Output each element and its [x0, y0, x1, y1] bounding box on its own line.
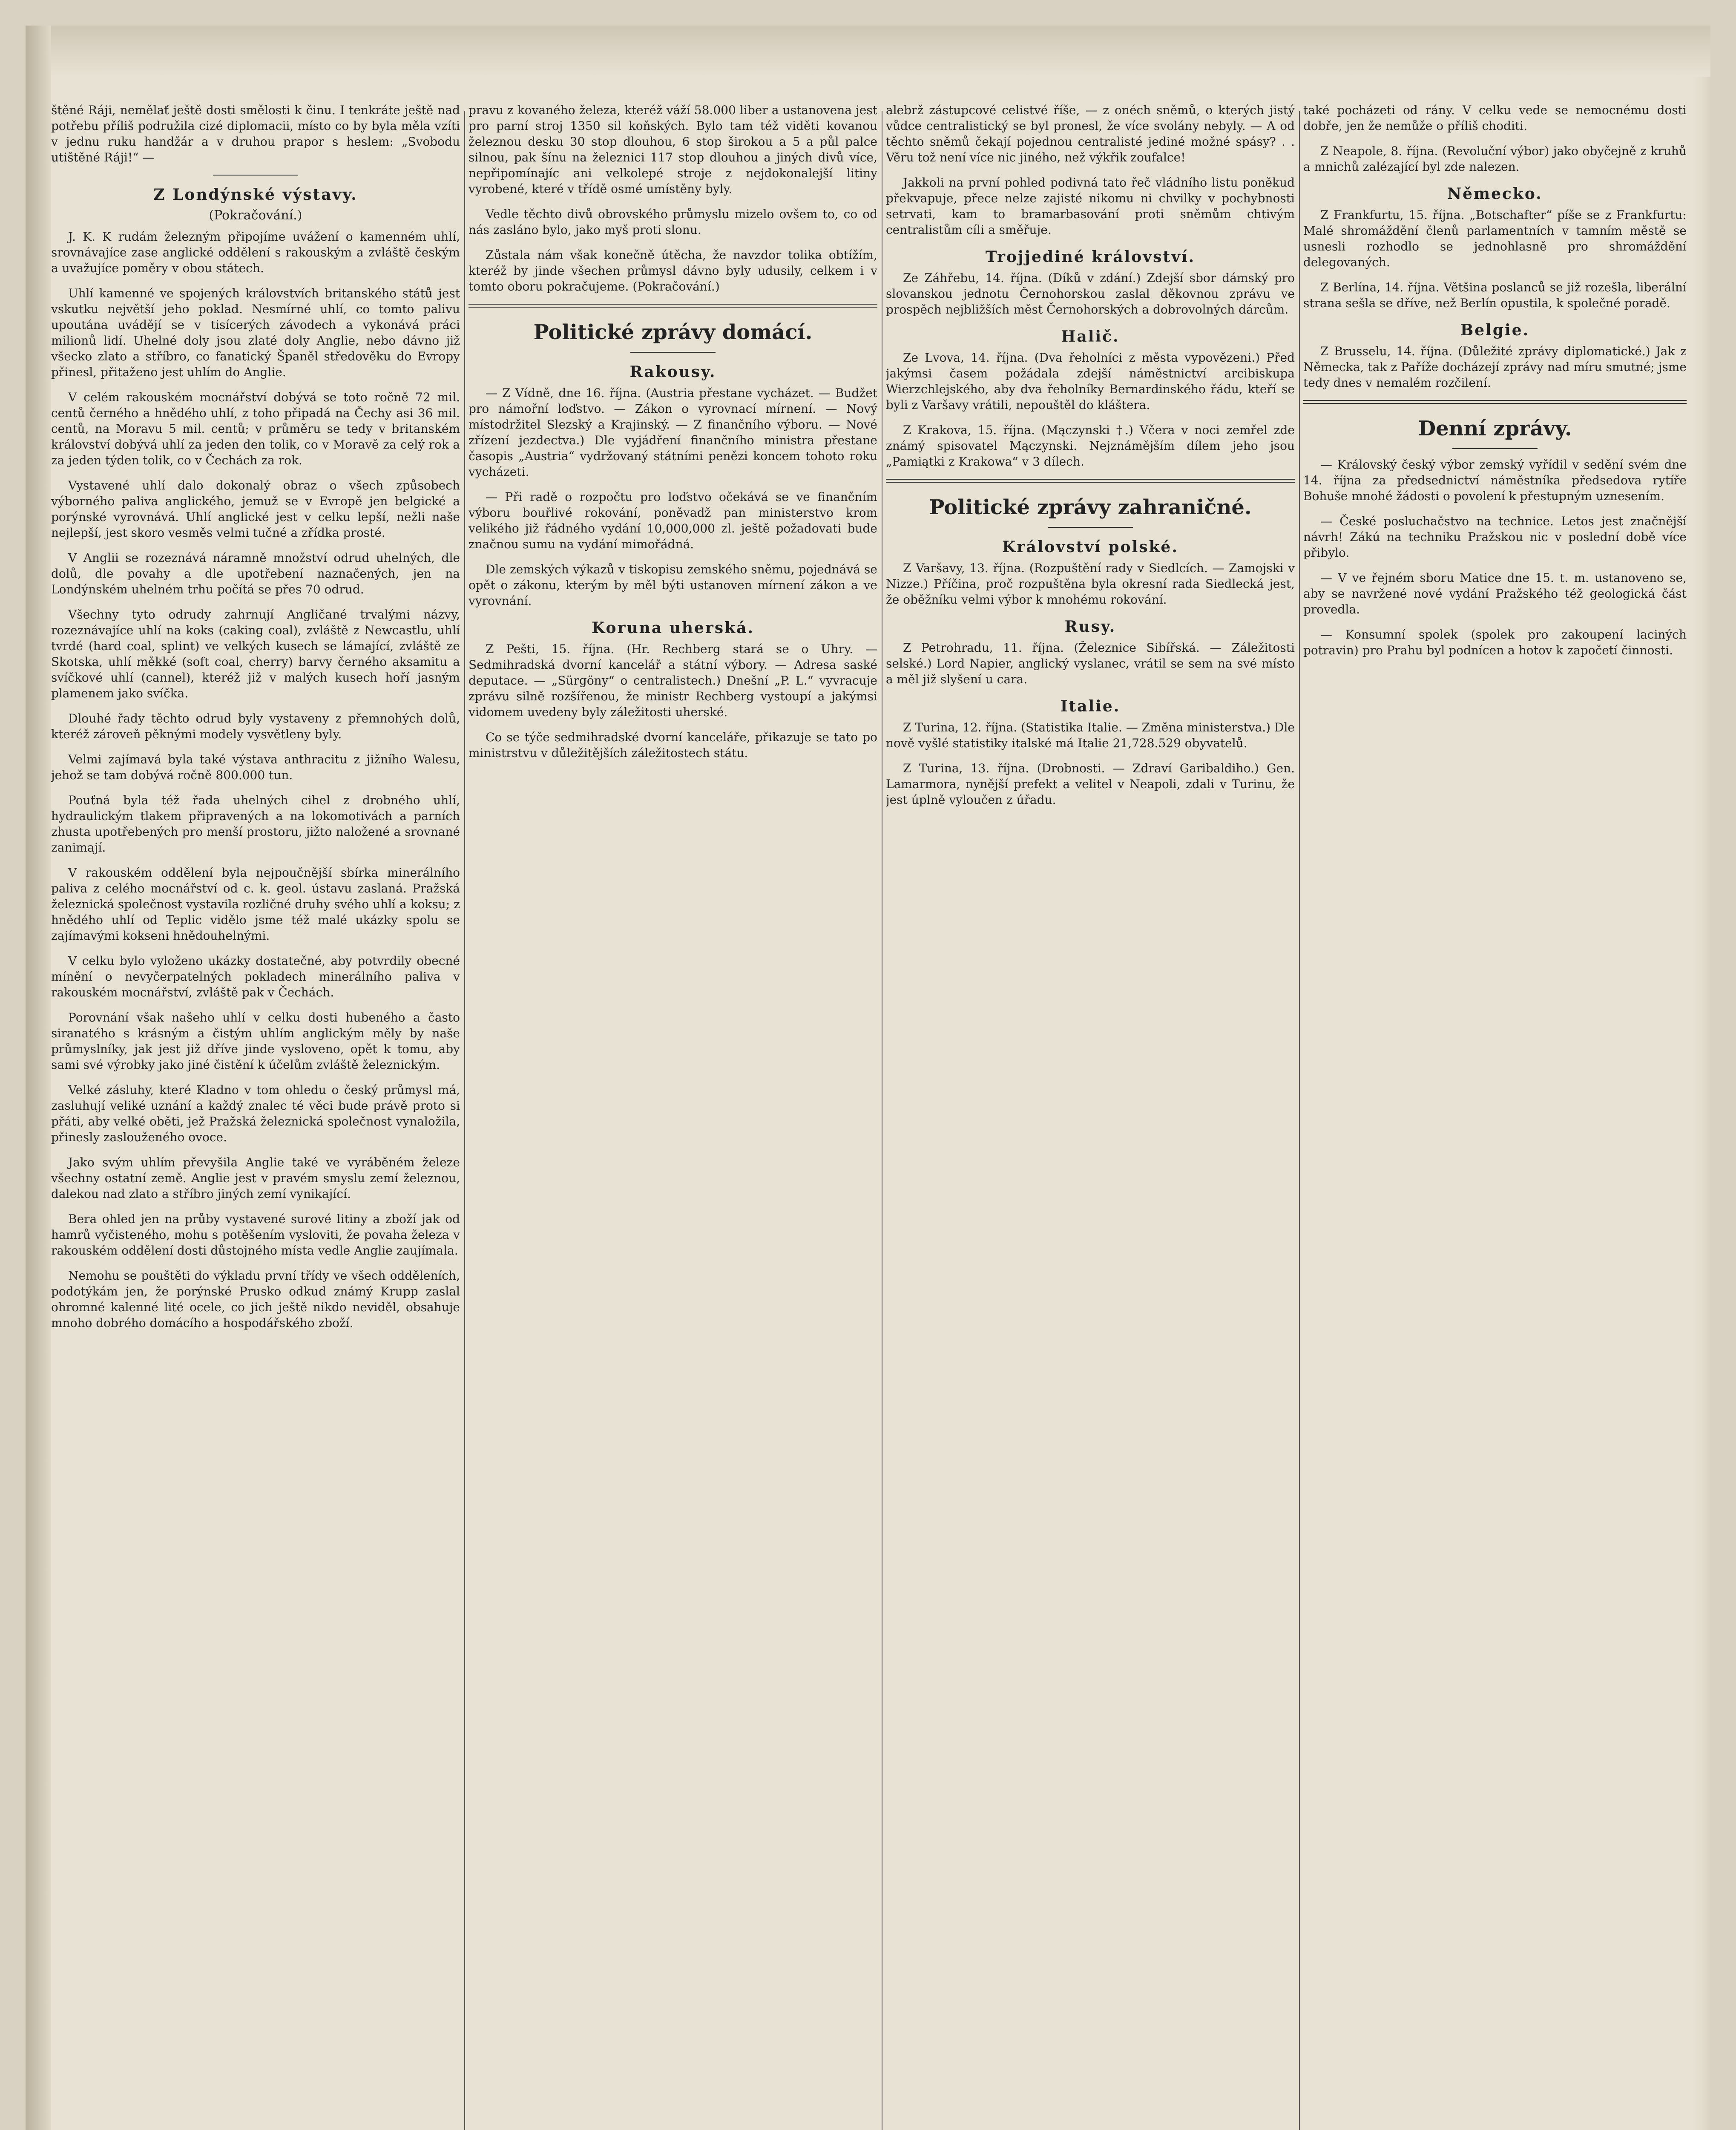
divider: [1048, 527, 1133, 528]
page-top-edge: [26, 26, 1710, 77]
section-title: Denní zprávy.: [1418, 417, 1572, 440]
paragraph: Jako svým uhlím převyšila Anglie také ve vyráběném železe všechny ostatní země. Anglie jest v pravém smyslu zemí železnou, dalekou nad zlato a stříbro jiných zemí vynikající.: [51, 1155, 460, 1201]
paragraph: Zůstala nám však konečně útěcha, že navzdor tolika obtížím, kteréž by jinde všechen průmysl dávno byly udusily, celkem i v tomto oboru pokračujeme. (Pokračování.): [468, 248, 877, 294]
paragraph: — Konsumní spolek (spolek pro zakoupení laciných potravin) pro Prahu byl podnícen a hotov k započetí činnosti.: [1303, 627, 1687, 657]
section-title: Politické zprávy zahraničné.: [929, 495, 1252, 519]
paragraph: — Královský český výbor zemský vyřídil v sedění svém dne 14. října za předsednictví náměstníka předsedova rytíře Bohuše mnohé žádosti o povolení k přestupným uznesením.: [1303, 458, 1687, 503]
page-binding-edge: [26, 26, 51, 2130]
paragraph: V Anglii se rozeznává náramně množství odrud uhelných, dle dolů, dle povahy a dle upotřebení naznačených, jen na Londýnském uhelném trhu počítá se přes 70 odrud.: [51, 551, 460, 596]
paragraph: Z Neapole, 8. října. (Revoluční výbor) jako obyčejně z kruhů a mnichů zalézající byl zde nalezen.: [1303, 144, 1687, 174]
paragraph: také pocházeti od rány. V celku vede se nemocnému dosti dobře, jen že nemůže o příliš choditi.: [1303, 103, 1687, 133]
paragraph: Bera ohled jen na průby vystavené surové litiny a zboží jak od hamrů vyčisteného, mohu s potěšením vysloviti, že povaha železa v rakouském oddělení dosti důstojného místa vedle Anglie zaujímala.: [51, 1212, 460, 1258]
divider: [630, 352, 716, 353]
paragraph: Co se týče sedmihradské dvorní kanceláře, přikazuje se tato po ministrstvu v důležitějších záležitostech státu.: [468, 730, 877, 760]
article-subtitle: (Pokračování.): [209, 208, 302, 223]
column-1: [51, 102, 460, 2130]
region-title: Italie.: [1060, 697, 1121, 715]
paragraph: Z Berlína, 14. října. Většina poslanců se již rozešla, liberální strana sešla se dříve, než Berlín opustila, k společné poradě.: [1303, 280, 1687, 310]
paragraph: Vystavené uhlí dalo dokonalý obraz o všech způsobech výborného paliva anglického, jemuž se v Evropě jen belgické a porýnské vyrovnává. Uhlí anglické jest v celku lepší, nežli naše nejlepší, jest skoro vesměs velmi tučné a zřídka prosté.: [51, 478, 460, 540]
paragraph: — Z Vídně, dne 16. října. (Austria přestane vycházet. — Budžet pro námořní loďstvo. — Zákon o vyrovnací mírnení. — Nový místodržitel Slezský a Krajinský. — Z finančního výboru. — Nové zřízení jezdectva.) Dle vyjádření finančního ministra přestane časopis „Austria“ vydržovaný státními penězi koncem tohoto roku vycházeti.: [468, 386, 877, 479]
divider: [1452, 448, 1538, 449]
paragraph: V celku bylo vyloženo ukázky dostatečné, aby potvrdily obecné mínění o nevyčerpatelných pokladech minerálního paliva v rakouském mocnářství, zvláště pak v Čechách.: [51, 954, 460, 999]
paragraph: Dlouhé řady těchto odrud byly vystaveny z přemnohých dolů, kteréž zároveň pěknými modely vysvětleny byly.: [51, 711, 460, 741]
paragraph: alebrž zástupcové celistvé říše, — z onéch sněmů, o kterých jistý vůdce centralistický se byl pronesl, že více svolány nebyly. — A od těchto sněmů čekají pojednou centralisté jediné možné spásy? . . Věru tož není více nic jiného, než výkřik zoufalce!: [886, 103, 1295, 164]
paragraph: Jakkoli na první pohled podivná tato řeč vládního listu poněkud překvapuje, přece nelze zajisté nikomu ni chvilky v pochybnosti setrvati, kam to bramarbasování proti sněmům chtivým centralistům cíli a směřuje.: [886, 176, 1295, 237]
paragraph: Porovnání však našeho uhlí v celku dosti hubeného a často siranatého s krásným a čistým uhlím anglickým měly by naše průmyslníky, jak jest již dříve jinde vysloveno, opět k tomu, aby sami své výrobky jako jiné čistění k účelům zvláště železnickým.: [51, 1010, 460, 1072]
divider: [1303, 400, 1687, 404]
region-title: Rusy.: [1064, 618, 1116, 636]
paragraph: Z Krakova, 15. října. (Mączynski †.) Včera v noci zemřel zde známý spisovatel Mączynski. Nejznámějším dílem jeho jsou „Pamiątki z Krakowa“ v 3 dílech.: [886, 423, 1295, 469]
paragraph: Pouťná byla též řada uhelných cihel z drobného uhlí, hydraulickým tlakem připravených a na lokomotivách a parních zhusta upotřebených pro menší prostoru, jižto naložené a srovnané zanimají.: [51, 793, 460, 855]
paragraph: — České posluchačstvo na technice. Letos jest značnější návrh! Zákú na techniku Pražskou nic v poslední době více přibylo.: [1303, 514, 1687, 560]
column-3: [886, 102, 1295, 2130]
paragraph: Dle zemských výkazů v tiskopisu zemského sněmu, pojednává se opět o zákonu, kterým by měl býti ustanoven mírnení zákon a ve vyrovnání.: [468, 562, 877, 608]
paragraph: Z Frankfurtu, 15. října. „Botschafter“ píše se z Frankfurtu: Malé shromáždění členů parlamentních v tamním městě se usnesli rozhodlo se jednohlasně pro shromáždění delegovaných.: [1303, 208, 1687, 269]
region-title: Belgie.: [1460, 321, 1530, 339]
paragraph: Z Turina, 13. října. (Drobnosti. — Zdraví Garibaldiho.) Gen. Lamarmora, nynější prefekt a velitel v Neapoli, zdali v Turinu, že jest úplně vyloučen z úřadu.: [886, 761, 1295, 807]
paragraph: Ze Záhřebu, 14. října. (Díků v zdání.) Zdejší sbor dámský pro slovanskou jednotu Černohorskou zaslal děkovnou zprávu ve prospěch nejbližších měst Černohorských a dobrovolných dárcům.: [886, 271, 1295, 317]
region-title: Koruna uherská.: [592, 619, 754, 637]
divider: [213, 175, 298, 176]
paragraph: Z Pešti, 15. října. (Hr. Rechberg stará se o Uhry. — Sedmihradská dvorní kancelář a státní výbory. — Adresa saské deputace. — „Sürgöny“ o centralistech.) Dnešní „P. L.“ vyvracuje zprávu silně rozšířenou, že ministr Rechberg vystoupí a jakýmsi vidomem uvedeny byly záležitosti uherské.: [468, 642, 877, 719]
region-title: Rakousy.: [629, 363, 716, 381]
section-title: Politické zprávy domácí.: [533, 320, 813, 344]
paragraph: Z Turina, 12. října. (Statistika Italie. — Změna ministerstva.) Dle nově vyšlé statistiky italské má Italie 21,728.529 obyvatelů.: [886, 720, 1295, 750]
region-title: Království polské.: [1002, 538, 1178, 556]
column-2: [468, 102, 877, 2130]
paragraph: V celém rakouském mocnářství dobývá se toto ročně 72 mil. centů černého a hnědého uhlí, z toho připadá na Čechy asi 36 mil. centů, na Moravu 5 mil. centů; v průměru se tedy v britanském království dobývá uhlí za jeden den tolik, co v Moravě za celý rok a za jeden týden tolik, co v Čechách za rok.: [51, 390, 460, 467]
paragraph: Ze Lvova, 14. října. (Dva řeholníci z města vypovězeni.) Před jakýmsi časem požádala zdejší náměstnictví arcibiskupa Wierzchlejského, aby dva řeholníky Bernardinského řádu, kteří se byli z Varšavy vrátili, nepouštěl do kláštera.: [886, 351, 1295, 412]
region-title: Trojjediné království.: [985, 248, 1196, 266]
divider: [468, 304, 877, 308]
paragraph: Z Petrohradu, 11. října. (Železnice Sibířská. — Záležitosti selské.) Lord Napier, anglický vyslanec, vrátil se sem na své místo a měl již slyšení u cara.: [886, 641, 1295, 686]
paragraph: J. K. K rudám železným připojíme uvážení o kamenném uhlí, srovnávajíce zase anglické oddělení s rakouským a zvláště českým a uvažujíce poměry v obou státech.: [51, 230, 460, 275]
column-rule: [464, 111, 465, 2130]
region-title: Halič.: [1061, 328, 1120, 345]
paragraph: V rakouském oddělení byla nejpoučnější sbírka minerálního paliva z celého mocnářství od c. k. geol. ústavu zaslaná. Pražská železnická společnost vystavila rozličné druhy svého uhlí a koksu; z hnědého uhlí od Teplic vidělo jsme též malé ukázky spolu se zajímavými kokseni hnědouhelnými.: [51, 866, 460, 943]
column-rule: [1299, 111, 1300, 2130]
paragraph: Uhlí kamenné ve spojených královstvích britanského států jest vskutku největší jeho poklad. Nesmírné uhlí, co tomto palivu upoutána uvádějí se v tisícerých závodech a vykonává práci milionů lidí. Uhelné doly jsou zlaté doly Anglie, nebo dávno již všecko zlato a stříbro, co fanatický Španěl středověku do Evropy přinesl, přitaženo jest uhlím do Anglie.: [51, 286, 460, 379]
article-title: Z Londýnské výstavy.: [153, 186, 358, 204]
paragraph: Velké zásluhy, které Kladno v tom ohledu o český průmysl má, zasluhují veliké uznání a každý znalec té věci bude právě proto si přáti, aby velké oběti, jež Pražská železnická společnost vynaložila, přinesly zaslouženého ovoce.: [51, 1083, 460, 1144]
paragraph: Z Varšavy, 13. října. (Rozpuštění rady v Siedlcích. — Zamojski v Nizze.) Příčina, proč rozpuštěna byla okresní rada Siedlecká jest, že oběžníku velmi výbor k mnohému rokování.: [886, 561, 1295, 607]
paragraph: Velmi zajímavá byla také výstava anthracitu z jižního Walesu, jehož se tam dobývá ročně 800.000 tun.: [51, 752, 460, 782]
paragraph: — Při radě o rozpočtu pro loďstvo očekává se ve finančním výboru bouřlivé rokování, poněvadž pan ministerstvo krom velikého již řádného vydání 10,000,000 zl. ještě požadovati bude značnou sumu na vydání mimořádná.: [468, 490, 877, 551]
paragraph: Všechny tyto odrudy zahrnují Angličané trvalými názvy, rozeznávajíce uhlí na koks (caking coal), zvláště z Newcastlu, uhlí tvrdé (hard coal, splint) ve velkých kusech se lámající, zvláště ze Skotska, uhlí měkké (soft coal, cherry) barvy černého aksamitu a svíčkové uhlí (cannel), kteréž již v malých kusech hoří jasným plamenem jako svíčka.: [51, 607, 460, 700]
newspaper-page: [26, 26, 1710, 2130]
region-title: Německo.: [1447, 185, 1543, 203]
paragraph: pravu z kovaného železa, kteréž váží 58.000 liber a ustanovena jest pro parní stroj 1350 sil koňských. Bylo tam též viděti kovanou železnou desku 30 stop dlouhou, 6 stop širokou a 5 a půl palce silnou, pak šínu na železnici 117 stop dlouhou a jiných divů více, nepřipomínajíc ani velkolepé stroje z nejdokonalejší litiny vyrobené, které v třídě osmé umístěny byly.: [468, 103, 877, 196]
paragraph: Z Brusselu, 14. října. (Důležité zprávy diplomatické.) Jak z Německa, tak z Paříže docházejí zprávy nad míru smutné; jsme tedy dnes v nemalém rozčilení.: [1303, 344, 1687, 390]
intro-text: štěné Ráji, nemělať ještě dosti smělosti k činu. I tenkráte ještě nad potřebu příliš podružila cizé diplomacii, místo co by byla měla vzíti v jednu ruku handžár a v druhou prapor s heslem: „Svobodu utištěné Ráji!“ —: [51, 103, 460, 164]
divider: [886, 479, 1295, 483]
paragraph: Nemohu se pouštěti do výkladu první třídy ve všech odděleních, podotýkám jen, že porýnské Prusko odkud známý Krupp zaslal ohromné kalenné lité ocele, co jich ještě nikdo neviděl, obsahuje mnoho dobrého domácího a hospodářského zboží.: [51, 1269, 460, 1330]
column-4: [1303, 102, 1687, 2130]
paragraph: Vedle těchto divů obrovského průmyslu mizelo ovšem to, co od nás zasláno bylo, jako myš proti slonu.: [468, 207, 877, 237]
paragraph: — V ve řejném sboru Matice dne 15. t. m. ustanoveno se, aby se navržené nové vydání Pražského též geologická část provedla.: [1303, 571, 1687, 616]
